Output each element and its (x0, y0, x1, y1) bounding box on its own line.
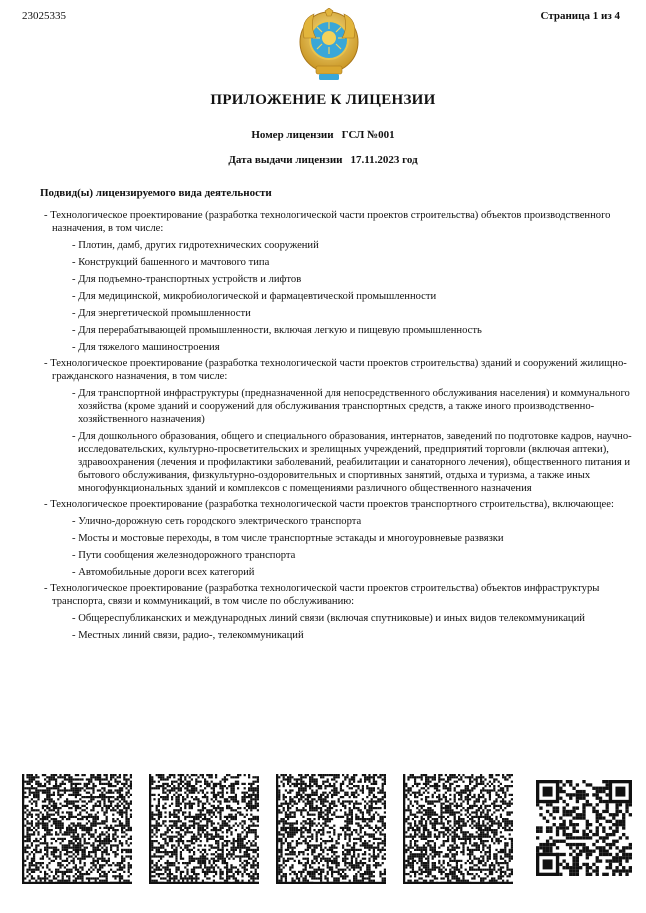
datamatrix-code-icon (276, 774, 386, 884)
activity-subitem: - Для дошкольного образования, общего и специального образования, интернатов, заведений по подготовке кадров, научно-исследовательских, культурно-просветительских и зрелищных учреждений, предприятий торговли (включая аптеки), здравоохранения (лечения и профилактики заболеваний, реабилитации и санаторного лечения), общественного питания и бытового обслуживания, физкультурно-оздоровительных и спортивных занятий, отдыха и туризма, а также иных многофункциональных зданий и комплексов с помещениями различного общественного назначения (72, 430, 638, 495)
activity-list (38, 209, 638, 645)
activity-subitem: - Для тяжелого машиностроения (72, 341, 638, 354)
activity-subitem: - Конструкций башенного и мачтового типа (72, 256, 638, 269)
activity-group-title: - Технологическое проектирование (разработка технологической части проектов строительства) объектов производственного назначения, в том числе: (38, 209, 638, 235)
activity-subitem: - Для перерабатывающей промышленности, включая легкую и пищевую промышленность (72, 324, 638, 337)
activity-group (38, 498, 638, 579)
activity-group-title: - Технологическое проектирование (разработка технологической части проектов строительства) зданий и сооружений жилищно-гражданского назначения, в том числе: (38, 357, 638, 383)
activity-subitem: - Плотин, дамб, других гидротехнических сооружений (72, 239, 638, 252)
activity-group-title: - Технологическое проектирование (разработка технологической части проектов строительства) объектов инфраструктуры транспорта, связи и коммуникаций, в том числе по обслуживанию: (38, 582, 638, 608)
state-emblem-icon (296, 8, 362, 82)
datamatrix-code-icon (403, 774, 513, 884)
activity-subitem: - Общереспубликанских и международных линий связи (включая спутниковые) и иных видов телекоммуникаций (72, 612, 638, 625)
page-title: ПРИЛОЖЕНИЕ К ЛИЦЕНЗИИ (210, 92, 436, 108)
activity-subitem: - Для транспортной инфраструктуры (предназначенной для непосредственного обслуживания населения) и коммунального хозяйства (кроме зданий и сооружений для обслуживания транспортных средств, а также иного производственно-хозяйственного назначения) (72, 387, 638, 426)
license-number-label: Номер лицензии (251, 129, 334, 141)
activity-subitem: - Для энергетической промышленности (72, 307, 638, 320)
verification-codes (0, 774, 646, 884)
license-number (0, 129, 646, 141)
page-indicator: Страница 1 из 4 (540, 10, 620, 22)
datamatrix-code-icon (22, 774, 132, 884)
license-issue-date (0, 154, 646, 166)
activity-group (38, 209, 638, 354)
activity-group-title: - Технологическое проектирование (разработка технологической части проектов транспортного строительства), включающее: (38, 498, 638, 511)
document-id: 23025335 (22, 10, 66, 22)
qr-code-icon (536, 780, 632, 876)
activity-subitem: - Для медицинской, микробиологической и фармацевтической промышленности (72, 290, 638, 303)
section-heading: Подвид(ы) лицензируемого вида деятельности (40, 187, 272, 199)
activity-group (38, 357, 638, 495)
activity-subitem: - Улично-дорожную сеть городского электрического транспорта (72, 515, 638, 528)
activity-subitem: - Пути сообщения железнодорожного транспорта (72, 549, 638, 562)
license-number-value: ГСЛ №001 (341, 129, 395, 141)
issue-date-label: Дата выдачи лицензии (228, 154, 343, 166)
issue-date-value: 17.11.2023 год (350, 154, 418, 166)
activity-subitem: - Мосты и мостовые переходы, в том числе транспортные эстакады и многоуровневые развязки (72, 532, 638, 545)
datamatrix-code-icon (149, 774, 259, 884)
activity-group (38, 582, 638, 642)
activity-subitem: - Для подъемно-транспортных устройств и лифтов (72, 273, 638, 286)
activity-subitem: - Автомобильные дороги всех категорий (72, 566, 638, 579)
activity-subitem: - Местных линий связи, радио-, телекоммуникаций (72, 629, 638, 642)
